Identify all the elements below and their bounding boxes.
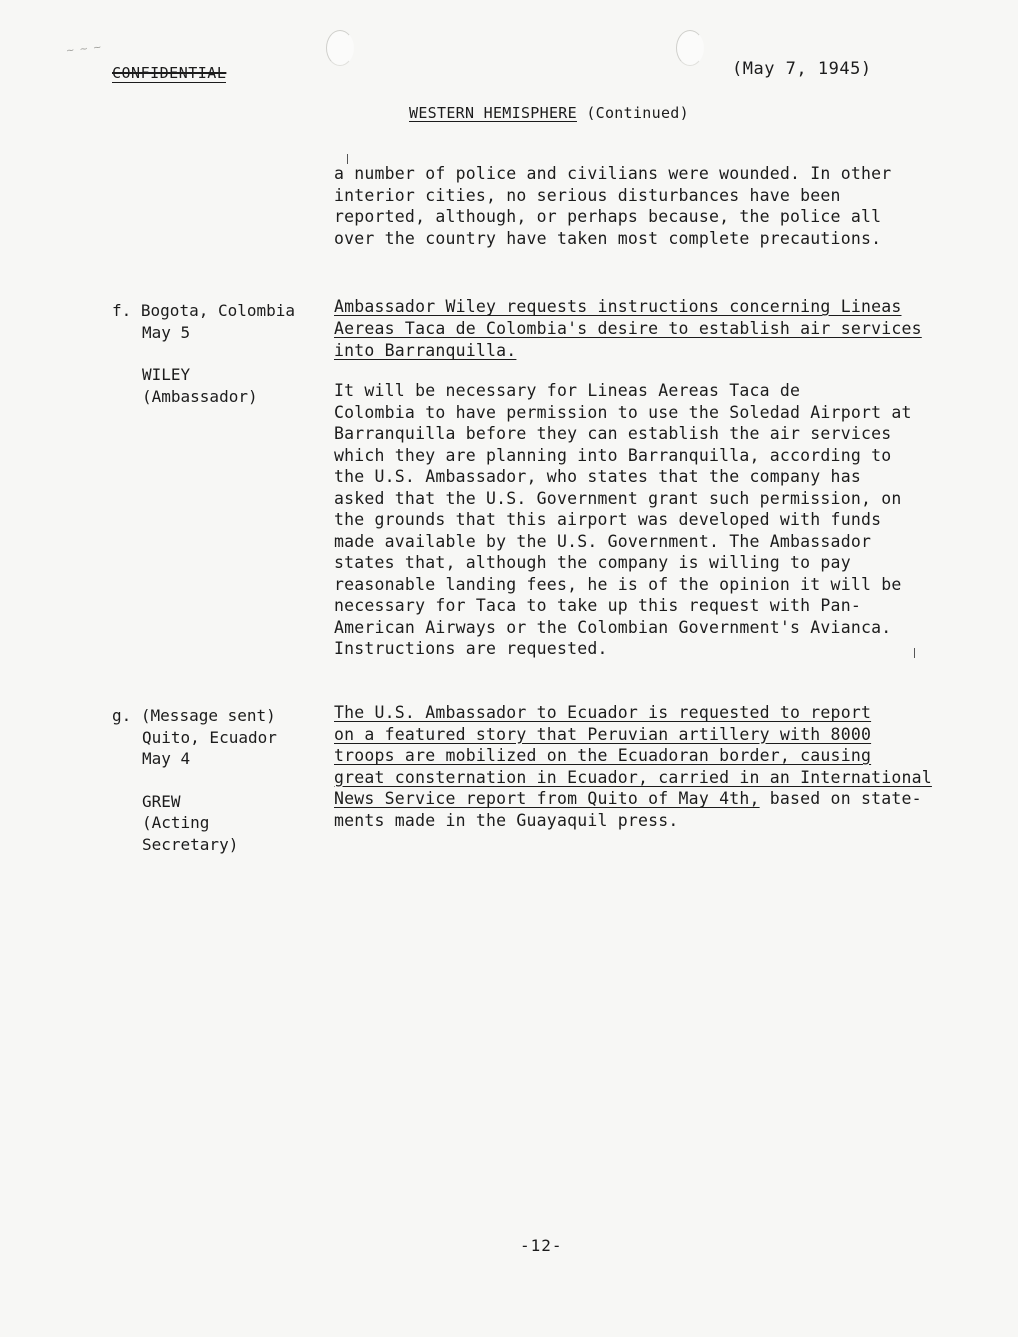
- entry-f-letter: f.: [112, 301, 132, 320]
- pencil-annotation: ~ ~ ~: [65, 42, 103, 57]
- entry-f-summary-text: Ambassador Wiley requests instructions concerning Lineas Aereas Taca de Colombia's desire to establish air services into Barranquilla.: [334, 297, 922, 360]
- punch-hole-right: [676, 30, 704, 66]
- entry-g-note: (Message sent): [140, 706, 276, 725]
- section-suffix: (Continued): [586, 104, 689, 122]
- entry-f-date: May 5: [142, 322, 191, 342]
- entry-f-summary: [334, 296, 974, 362]
- classification-marking: CONFIDENTIAL: [112, 64, 227, 82]
- document-date: (May 7, 1945): [732, 59, 872, 79]
- entry-g-sender: GREW: [142, 791, 181, 811]
- entry-g-sender-title-1: (Acting: [142, 813, 210, 832]
- entry-g-meta: [112, 705, 322, 855]
- section-title: WESTERN HEMISPHERE: [409, 104, 577, 122]
- entry-f-location: Bogota, Colombia: [140, 301, 296, 320]
- continued-paragraph: a number of police and civilians were wounded. In other interior cities, no serious disturbances have been reported, although, or perhaps because, the police all over the country have taken most complete precautions.: [334, 164, 892, 248]
- entry-g-body: [334, 702, 974, 831]
- entry-g-heading: [112, 705, 322, 727]
- entry-g-location: Quito, Ecuador: [142, 727, 277, 747]
- entry-f-sender: WILEY: [142, 365, 191, 384]
- page-number: -12-: [520, 1236, 563, 1255]
- stray-mark: [914, 648, 915, 658]
- entry-g-body-underlined: The U.S. Ambassador to Ecuador is requested to report on a featured story that Peruvian artillery with 8000 troops are mobilized on the Ecuadoran border, causing great consternation in Ecuador, carried in an International News Service report from Quito of May 4th,: [334, 703, 932, 808]
- entry-f-heading: [112, 300, 322, 322]
- entry-g-date: May 4: [142, 749, 191, 768]
- entry-g-letter: g.: [112, 706, 132, 725]
- entry-f-body: It will be necessary for Lineas Aereas Taca de Colombia to have permission to use the Soledad Airport at Barranquilla before they can establish the air services which they are planning into Barranquilla, according to the U.S. Ambassador, who states that the company has asked that the U.S. Government grant such permission, on the grounds that this airport was developed with funds made available by the U.S. Government. The Ambassador states that, although the company is willing to pay reasonable landing fees, he is of the opinion it will be necessary for Taca to take up this request with Pan- American Airways or the Colombian Government's Avianca. Instructions are requested.: [334, 381, 912, 658]
- section-header: [409, 104, 689, 122]
- entry-f-meta: [112, 300, 322, 407]
- entry-f-sender-title: (Ambassador): [142, 386, 258, 406]
- entry-g-body-rest: based on state- ments made in the Guayaquil press.: [334, 789, 922, 830]
- punch-hole-left: [326, 30, 354, 66]
- entry-g-sender-title-2: Secretary): [142, 834, 239, 854]
